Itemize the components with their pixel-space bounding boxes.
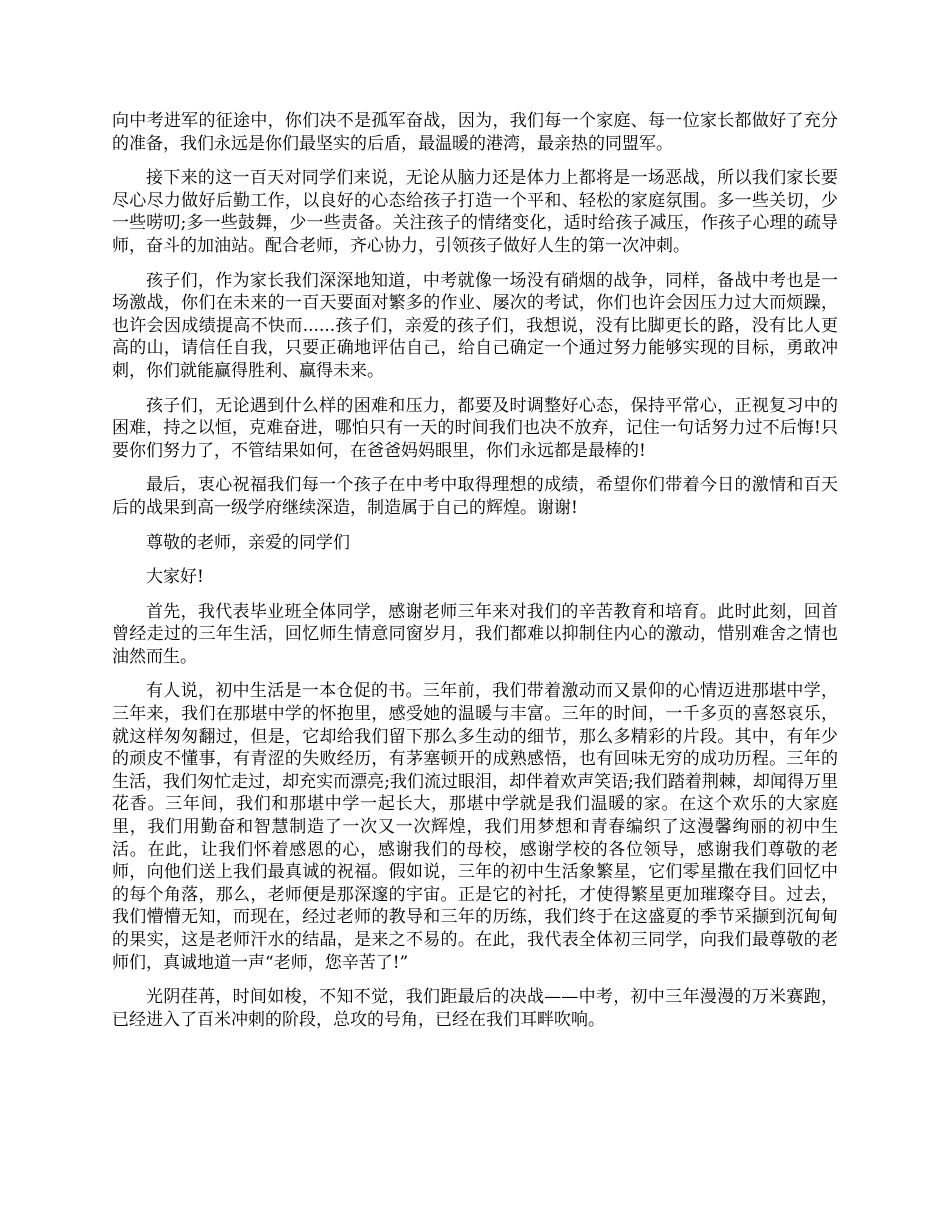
paragraph-8: 光阴荏苒，时间如梭，不知不觉，我们距最后的决战——中考，初中三年漫漫的万米赛跑，已经进入了百米冲刺的阶段，总攻的号角，已经在我们耳畔吹响。 xyxy=(112,987,838,1030)
paragraph-6: 首先，我代表毕业班全体同学，感谢老师三年来对我们的辛苦教育和培育。此时此刻，回首曾经走过的三年生活，回忆师生情意同窗岁月，我们都难以抑制住内心的激动，惜别难舍之情也油然而生。 xyxy=(112,601,838,667)
greeting: 大家好! xyxy=(146,567,204,588)
paragraph-2: 接下来的这一百天对同学们来说，无论从脑力还是体力上都将是一场恶战，所以我们家长要尽心尽力做好后勤工作，以良好的心态给孩子打造一个平和、轻松的家庭氛围。多一些关切，少一些唠叨;多一些鼓舞，少一些责备。关注孩子的情绪变化，适时给孩子减压，作孩子心理的疏导师，奋斗的加油站。配合老师，齐心协力，引领孩子做好人生的第一次冲刺。 xyxy=(112,168,838,256)
paragraph-1: 向中考进军的征途中，你们决不是孤军奋战，因为，我们每一个家庭、每一位家长都做好了充分的准备，我们永远是你们最坚实的后盾，最温暖的港湾，最亲热的同盟军。 xyxy=(112,111,838,154)
paragraph-3: 孩子们，作为家长我们深深地知道，中考就像一场没有硝烟的战争，同样，备战中考也是一场激战，你们在未来的一百天要面对繁多的作业、屡次的考试，你们也许会因压力过大而烦躁，也许会因成绩提高不快而......孩子们，亲爱的孩子们，我想说，没有比脚更长的路，没有比人更高的山，请信任自我，只要正确地评估自己，给自己确定一个通过努力能够实现的目标，勇敢冲刺，你们就能赢得胜利、赢得未来。 xyxy=(112,270,838,381)
paragraph-4: 孩子们，无论遇到什么样的困难和压力，都要及时调整好心态，保持平常心，正视复习中的困难，持之以恒，克难奋进，哪怕只有一天的时间我们也决不放弃，记住一句话努力过不后悔!只要你们努力了，不管结果如何，在爸爸妈妈眼里，你们永远都是最棒的! xyxy=(112,395,838,461)
document-body xyxy=(112,110,838,1043)
paragraph-7: 有人说，初中生活是一本仓促的书。三年前，我们带着激动而又景仰的心情迈进那堪中学，三年来，我们在那堪中学的怀抱里，感受她的温暖与丰富。三年的时间，一千多页的喜怒哀乐，就这样匆匆翻过，但是，它却给我们留下那么多生动的细节，那么多精彩的片段。其中，有年少的顽皮不懂事，有青涩的失败经历，有茅塞顿开的成熟感悟，也有回味无穷的成功历程。三年的生活，我们匆忙走过，却充实而漂亮;我们流过眼泪，却伴着欢声笑语;我们踏着荆棘，却闻得万里花香。三年间，我们和那堪中学一起长大，那堪中学就是我们温暖的家。在这个欢乐的大家庭里，我们用勤奋和智慧制造了一次又一次辉煌，我们用梦想和青春编织了这漫馨绚丽的初中生活。在此，让我们怀着感恩的心，感谢我们的母校，感谢学校的各位领导，感谢我们尊敬的老师，向他们送上我们最真诚的祝福。假如说，三年的初中生活象繁星，它们零星撒在我们回忆中的每个角落，那么，老师便是那深邃的宇宙。正是它的衬托，才使得繁星更加璀璨夺目。过去，我们懵懵无知，而现在，经过老师的教导和三年的历练，我们终于在这盛夏的季节采撷到沉甸甸的果实，这是老师汗水的结晶，是来之不易的。在此，我代表全体初三同学，向我们最尊敬的老师们，真诚地道一声“老师，您辛苦了!” xyxy=(112,681,838,973)
paragraph-5: 最后，衷心祝福我们每一个孩子在中考中取得理想的成绩，希望你们带着今日的激情和百天后的战果到高一级学府继续深造，制造属于自己的辉煌。谢谢! xyxy=(112,475,838,518)
salutation: 尊敬的老师，亲爱的同学们 xyxy=(146,532,350,553)
